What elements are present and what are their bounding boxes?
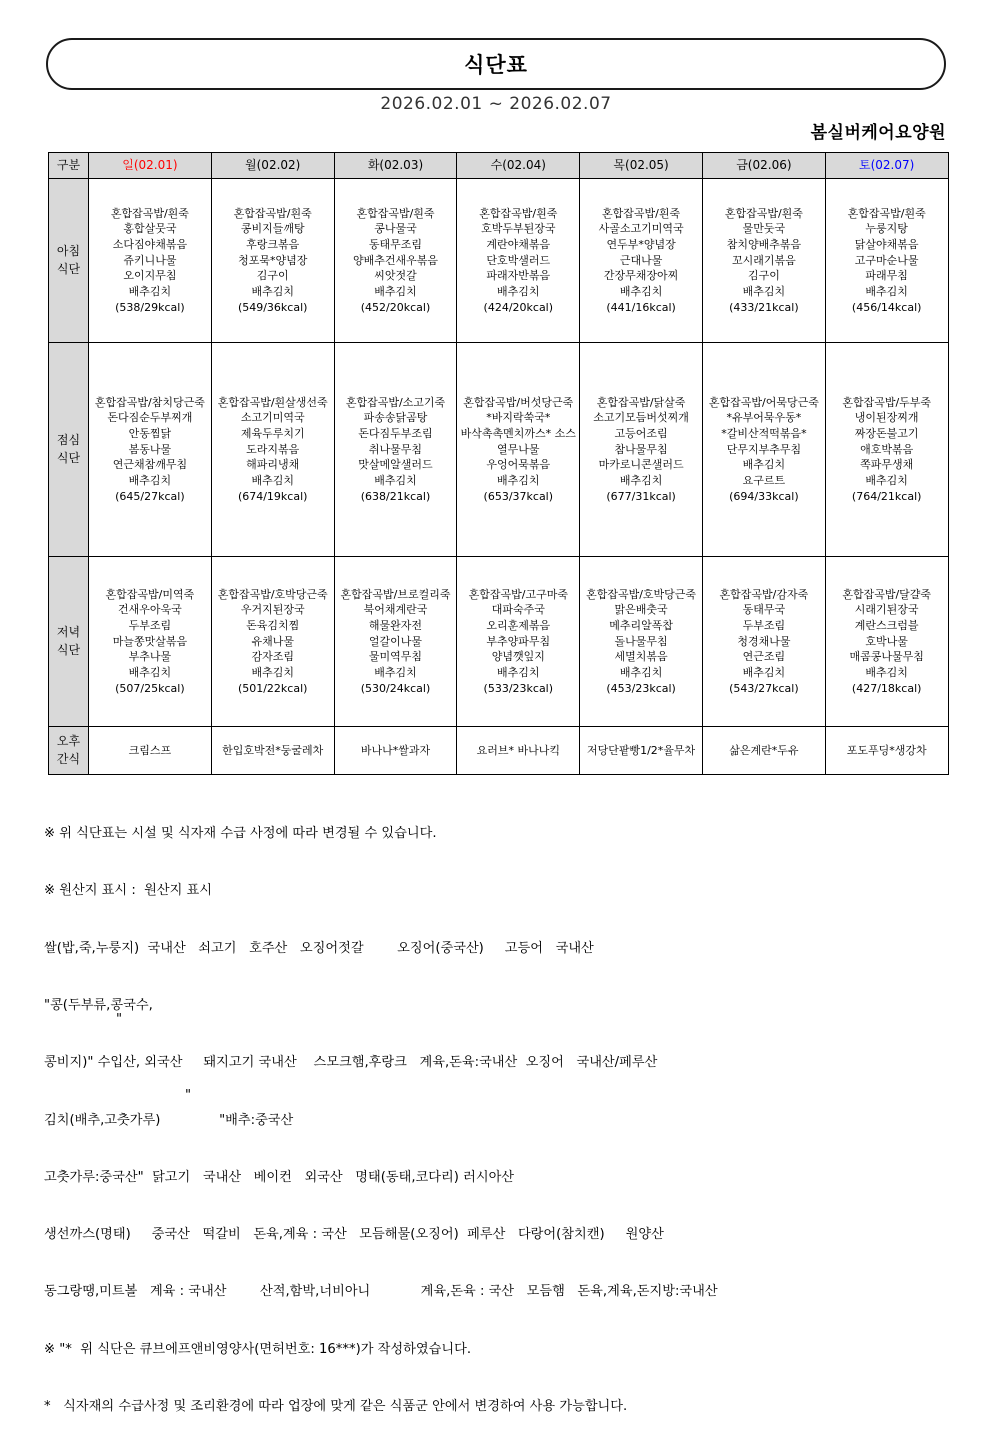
table-row-breakfast	[49, 179, 949, 343]
dish-item: 포도푸딩*생강차	[846, 743, 927, 757]
row-label-line1: 점심	[56, 433, 81, 448]
dish-item: 파래무침	[865, 269, 908, 283]
dish-item: 혼합잡곡밥/흰죽	[847, 206, 926, 220]
dish-item: 부추나물	[128, 650, 172, 664]
dish-item: 배추김치	[251, 473, 294, 487]
dish-item: (677/31kcal)	[606, 489, 676, 503]
dish-item: 냉이된장찌개	[854, 411, 919, 425]
cell-lunch-tue	[334, 343, 457, 557]
dish-item: 열무나물	[497, 442, 540, 456]
dish-item: (441/16kcal)	[606, 300, 676, 314]
dish-item: 대파숙주국	[491, 603, 545, 617]
dish-item: 계란스크럼블	[854, 619, 919, 633]
dish-item: 마늘쫑맛살볶음	[112, 634, 188, 648]
cell-breakfast-thu	[580, 179, 703, 343]
dish-item: (433/21kcal)	[729, 300, 799, 314]
column-header-tue: 화(02.03)	[334, 153, 457, 179]
dish-item: 배추김치	[865, 665, 908, 679]
dish-item: 혼합잡곡밥/흰살생선죽	[217, 395, 328, 409]
column-header-thu: 목(02.05)	[580, 153, 703, 179]
dish-item: 제육두루치기	[240, 427, 305, 441]
dish-item: 물미역무침	[368, 650, 423, 664]
row-label-line1: 아침	[56, 244, 81, 259]
dish-item: 콩비지들깨탕	[240, 222, 305, 236]
dish-item: 닭살야채볶음	[854, 238, 919, 252]
dish-item: 배추김치	[742, 284, 786, 298]
dish-item: 콩나물국	[374, 222, 417, 236]
dish-item: (533/23kcal)	[483, 681, 554, 695]
dish-item: 혼합잡곡밥/흰죽	[602, 206, 681, 220]
dish-item: 파래자반볶음	[486, 269, 551, 283]
dish-item: 감자조림	[251, 650, 294, 664]
dish-item: 혼합잡곡밥/미역죽	[105, 587, 195, 601]
dish-item: 동태무조림	[368, 238, 423, 252]
dish-item: 혼합잡곡밥/감자죽	[719, 587, 809, 601]
dish-item: 배추김치	[251, 665, 294, 679]
footnote-line: 생선까스(명태) 중국산 떡갈비 돈육,계육 : 국산 모듬해물(오징어) 페루산 다랑어(참치캔) 원양산	[44, 1227, 664, 1243]
cell-breakfast-tue	[334, 179, 457, 343]
footnotes	[44, 786, 964, 1454]
row-label-lunch	[49, 343, 89, 557]
dish-item: 취나물무침	[368, 442, 423, 456]
cell-snack-fri	[702, 727, 825, 775]
dish-item: 부추양파무침	[486, 634, 551, 648]
dish-item: 배추김치	[374, 473, 417, 487]
dish-item: 해물완자전	[368, 619, 423, 633]
dish-item: 요구르트	[742, 473, 786, 487]
dish-item: 혼합잡곡밥/흰죽	[356, 206, 435, 220]
cell-dinner-fri	[702, 557, 825, 727]
dish-item: 오이지무침	[123, 269, 177, 283]
row-label-snack	[49, 727, 89, 775]
dish-item: 근대나물	[619, 253, 663, 267]
dish-item: 단호박샐러드	[486, 253, 551, 267]
cell-snack-thu	[580, 727, 703, 775]
dish-item: 사골소고기미역국	[598, 222, 684, 236]
dish-item: 크림스프	[128, 743, 172, 757]
dish-item: 맑은배춧국	[614, 603, 668, 617]
date-range: 2026.02.01 ~ 2026.02.07	[380, 94, 612, 114]
dish-item: 맛살메알샐러드	[358, 458, 433, 472]
cell-lunch-mon	[211, 343, 334, 557]
column-header-wed: 수(02.04)	[457, 153, 580, 179]
footnote-line: 고춧가루:중국산" 닭고기 국내산 베이컨 외국산 명태(동태,코다리) 러시아산	[44, 1169, 515, 1185]
column-header-sat: 토(02.07)	[825, 153, 948, 179]
dish-item: 배추김치	[742, 665, 786, 679]
dish-item: 간장무채장아찌	[603, 269, 679, 283]
dish-item: 돈다짐두부조림	[358, 427, 433, 441]
stray-quote-mark-upper: "	[116, 1012, 123, 1027]
cell-snack-wed	[457, 727, 580, 775]
dish-item: (549/36kcal)	[237, 300, 308, 314]
dish-item: (507/25kcal)	[115, 681, 185, 695]
table-row-lunch	[49, 343, 949, 557]
dish-item: 바나나*쌀과자	[360, 743, 431, 757]
row-label-line1: 저녁	[56, 625, 81, 640]
footnote-line: ※ 위 식단표는 시설 및 식자재 수급 사정에 따라 변경될 수 있습니다.	[44, 826, 437, 842]
column-header-sun: 일(02.01)	[89, 153, 212, 179]
table-row-dinner	[49, 557, 949, 727]
dish-item: 건새우아욱국	[118, 603, 182, 617]
footnote-line: 쌀(밥,죽,누룽지) 국내산 쇠고기 호주산 오징어젓갈 오징어(중국산) 고등어 국내산	[44, 940, 594, 956]
dish-item: 호박두부된장국	[481, 222, 556, 236]
cell-lunch-fri	[702, 343, 825, 557]
cell-dinner-wed	[457, 557, 580, 727]
dish-item: (638/21kcal)	[360, 489, 431, 503]
weekly-menu-table	[48, 152, 949, 775]
dish-item: 돈다짐순두부찌개	[107, 411, 193, 425]
dish-item: 돈육김치찜	[246, 619, 300, 633]
dish-item: 혼합잡곡밥/버섯당근죽	[463, 395, 574, 409]
dish-item: 메추리알폭찹	[609, 619, 673, 633]
dish-item: 요러브* 바나나킥	[476, 743, 560, 757]
dish-item: 꼬시래기볶음	[732, 253, 796, 267]
page-title: 식단표	[464, 53, 528, 77]
dish-item: 동태무국	[742, 603, 786, 617]
dish-item: 애호박볶음	[860, 442, 914, 456]
dish-item: 우엉어묵볶음	[486, 458, 551, 472]
dish-item: 배추김치	[374, 665, 417, 679]
dish-item: 후랑크볶음	[246, 238, 300, 252]
dish-item: 바삭촉촉멘치까스* 소스	[460, 427, 576, 441]
dish-item: 두부조림	[128, 619, 172, 633]
facility-name: 봄실버케어요양원	[810, 123, 946, 143]
footnote-line: "콩(두부류,콩국수,	[44, 998, 153, 1014]
dish-item: 해파리냉채	[246, 458, 300, 472]
dish-item: 소고기모듬버섯찌개	[593, 411, 689, 425]
table-row-snack	[49, 727, 949, 775]
dish-item: 쥬키니나물	[123, 253, 177, 267]
dish-item: (530/24kcal)	[360, 681, 431, 695]
cell-breakfast-sun	[89, 179, 212, 343]
cell-dinner-tue	[334, 557, 457, 727]
dish-item: 우거지된장국	[240, 603, 305, 617]
dish-item: 혼합잡곡밥/두부죽	[842, 395, 932, 409]
dish-item: 배추김치	[128, 473, 172, 487]
dish-item: 혼합잡곡밥/흰죽	[110, 206, 189, 220]
cell-breakfast-mon	[211, 179, 334, 343]
cell-lunch-sun	[89, 343, 212, 557]
footnote-line: ※ 원산지 표시 : 원산지 표시	[44, 883, 213, 899]
dish-item: 마카로니콘샐러드	[598, 458, 684, 472]
dish-item: 누룽지탕	[865, 222, 908, 236]
dish-item: 배추김치	[619, 665, 663, 679]
dish-item: 배추김치	[128, 665, 172, 679]
dish-item: 시래기된장국	[854, 603, 919, 617]
row-label-line1: 오후	[56, 734, 81, 749]
dish-item: (427/18kcal)	[851, 681, 922, 695]
dish-item: 배추김치	[497, 665, 540, 679]
table-header	[49, 153, 949, 179]
dish-item: 배추김치	[619, 284, 663, 298]
cell-snack-mon	[211, 727, 334, 775]
dish-item: (653/37kcal)	[483, 489, 554, 503]
dish-item: (764/21kcal)	[851, 489, 922, 503]
dish-item: 혼합잡곡밥/흰죽	[479, 206, 558, 220]
footnote-line: * 식자재의 수급사정 및 조리환경에 따라 업장에 맞게 같은 식품군 안에서 변경하여 사용 가능합니다.	[44, 1399, 628, 1414]
dish-item: 세멸치볶음	[614, 650, 668, 664]
dish-item: 도라지볶음	[246, 442, 300, 456]
dish-item: 두부조림	[742, 619, 786, 633]
cell-dinner-sat	[825, 557, 948, 727]
dish-item: 유채나물	[251, 634, 294, 648]
dish-item: 물만둣국	[742, 222, 786, 236]
cell-snack-sun	[89, 727, 212, 775]
dish-item: 고구마순나물	[854, 253, 919, 267]
dish-item: (538/29kcal)	[115, 300, 185, 314]
dish-item: 김구이	[747, 269, 780, 283]
dish-item: 고등어조림	[614, 427, 668, 441]
footnote-line: 동그랑땡,미트볼 계육 : 국내산 산적,함박,너비아니 계육,돈육 : 국산 모듬햄 돈육,계육,돈지방:국내산	[44, 1284, 718, 1300]
dish-item: 혼합잡곡밥/호박당근죽	[217, 587, 328, 601]
dish-item: 혼합잡곡밥/소고기죽	[345, 395, 446, 409]
dish-item: 연근채참깨무침	[112, 458, 188, 472]
dish-item: 혼합잡곡밥/어묵당근죽	[708, 395, 819, 409]
dish-item: 북어채계란국	[363, 603, 428, 617]
dish-item: 돌나물무침	[614, 634, 668, 648]
dish-item: (674/19kcal)	[237, 489, 308, 503]
dish-item: 배추김치	[619, 473, 663, 487]
dish-item: 참치양배추볶음	[726, 238, 802, 252]
cell-dinner-thu	[580, 557, 703, 727]
cell-breakfast-fri	[702, 179, 825, 343]
dish-item: 오리훈제볶음	[486, 619, 551, 633]
cell-lunch-wed	[457, 343, 580, 557]
footnote-line: 콩비지)" 수입산, 외국산 돼지고기 국내산 스모크햄,후랑크 계육,돈육:국내산 오징어 국내산/페루산	[44, 1055, 658, 1071]
dish-item: 얼갈이나물	[368, 634, 423, 648]
dish-item: 배추김치	[865, 473, 908, 487]
title-box	[46, 38, 946, 90]
dish-item: 청경채나물	[737, 634, 791, 648]
dish-item: (645/27kcal)	[115, 489, 185, 503]
row-label-line2: 간식	[56, 751, 81, 766]
dish-item: 혼합잡곡밥/흰죽	[724, 206, 803, 220]
dish-item: 소다짐야채볶음	[112, 238, 188, 252]
cell-dinner-sun	[89, 557, 212, 727]
dish-item: (452/20kcal)	[360, 300, 431, 314]
row-label-line2: 식단	[56, 261, 81, 276]
column-header-fri: 금(02.06)	[702, 153, 825, 179]
dish-item: 김구이	[256, 269, 289, 283]
cell-lunch-sat	[825, 343, 948, 557]
dish-item: 봄동나물	[128, 442, 172, 456]
dish-item: 배추김치	[742, 458, 786, 472]
table-body	[49, 179, 949, 775]
dish-item: 배추김치	[128, 284, 172, 298]
dish-item: 배추김치	[251, 284, 294, 298]
dish-item: 참나물무침	[614, 442, 668, 456]
dish-item: 배추김치	[865, 284, 908, 298]
dish-item: 혼합잡곡밥/고구마죽	[468, 587, 568, 601]
cell-lunch-thu	[580, 343, 703, 557]
dish-item: 연두부*양념장	[606, 238, 676, 252]
dish-item: 쪽파무생채	[860, 458, 914, 472]
dish-item: 씨앗젓갈	[374, 269, 417, 283]
dish-item: 양념깻잎지	[491, 650, 545, 664]
row-label-dinner	[49, 557, 89, 727]
dish-item: 혼합잡곡밥/참치당근죽	[94, 395, 205, 409]
dish-item: 안동찜닭	[128, 427, 172, 441]
dish-item: *바지락쑥국*	[486, 411, 551, 425]
dish-item: 배추김치	[497, 284, 540, 298]
dish-item: *유부어묵우동*	[726, 411, 802, 425]
column-header-mon: 월(02.02)	[211, 153, 334, 179]
dish-item: 호박나물	[865, 634, 908, 648]
dish-item: 홍합살뭇국	[123, 222, 177, 236]
dish-item: 저당단팥빵1/2*율무차	[586, 743, 696, 757]
dish-item: 계란야채볶음	[486, 238, 551, 252]
dish-item: 삶은계란*두유	[729, 743, 799, 757]
dish-item: *갈비산적떡볶음*	[721, 427, 807, 441]
dish-item: 혼합잡곡밥/달걀죽	[842, 587, 932, 601]
row-label-breakfast	[49, 179, 89, 343]
dish-item: 배추김치	[497, 473, 540, 487]
cell-breakfast-wed	[457, 179, 580, 343]
dish-item: (453/23kcal)	[606, 681, 676, 695]
dish-item: (456/14kcal)	[851, 300, 922, 314]
dish-item: 파송송닭곰탕	[363, 411, 428, 425]
dish-item: 혼합잡곡밥/브로컬리죽	[340, 587, 451, 601]
dish-item: 양배추건새우볶음	[352, 253, 438, 267]
dish-item: (424/20kcal)	[483, 300, 554, 314]
dish-item: 청포묵*양념장	[238, 253, 308, 267]
dish-item: 연근조림	[742, 650, 786, 664]
cell-breakfast-sat	[825, 179, 948, 343]
dish-item: 단무지부추무침	[726, 442, 802, 456]
dish-item: 한입호박전*둥굴레차	[222, 743, 324, 757]
dish-item: (501/22kcal)	[237, 681, 308, 695]
dish-item: 매콤콩나물무침	[849, 650, 924, 664]
dish-item: 배추김치	[374, 284, 417, 298]
row-label-line2: 식단	[56, 450, 81, 465]
stray-quote-mark-lower: "	[185, 1088, 192, 1103]
dish-item: 짜장돈불고기	[854, 427, 919, 441]
dish-item: 혼합잡곡밥/호박당근죽	[586, 587, 697, 601]
dish-item: (694/33kcal)	[729, 489, 799, 503]
header-row	[49, 153, 949, 179]
cell-snack-sat	[825, 727, 948, 775]
cell-snack-tue	[334, 727, 457, 775]
dish-item: 혼합잡곡밥/흰죽	[233, 206, 312, 220]
dish-item: 혼합잡곡밥/닭살죽	[596, 395, 686, 409]
cell-dinner-mon	[211, 557, 334, 727]
dish-item: 소고기미역국	[240, 411, 305, 425]
footnote-line: 김치(배추,고춧가루) "배추:중국산	[44, 1112, 294, 1128]
column-header-label: 구분	[49, 153, 89, 179]
footnote-line: ※ "* 위 식단은 큐브에프앤비영양사(면허번호: 16***)가 작성하였습니다.	[44, 1341, 472, 1357]
row-label-line2: 식단	[56, 642, 81, 657]
dish-item: (543/27kcal)	[729, 681, 799, 695]
